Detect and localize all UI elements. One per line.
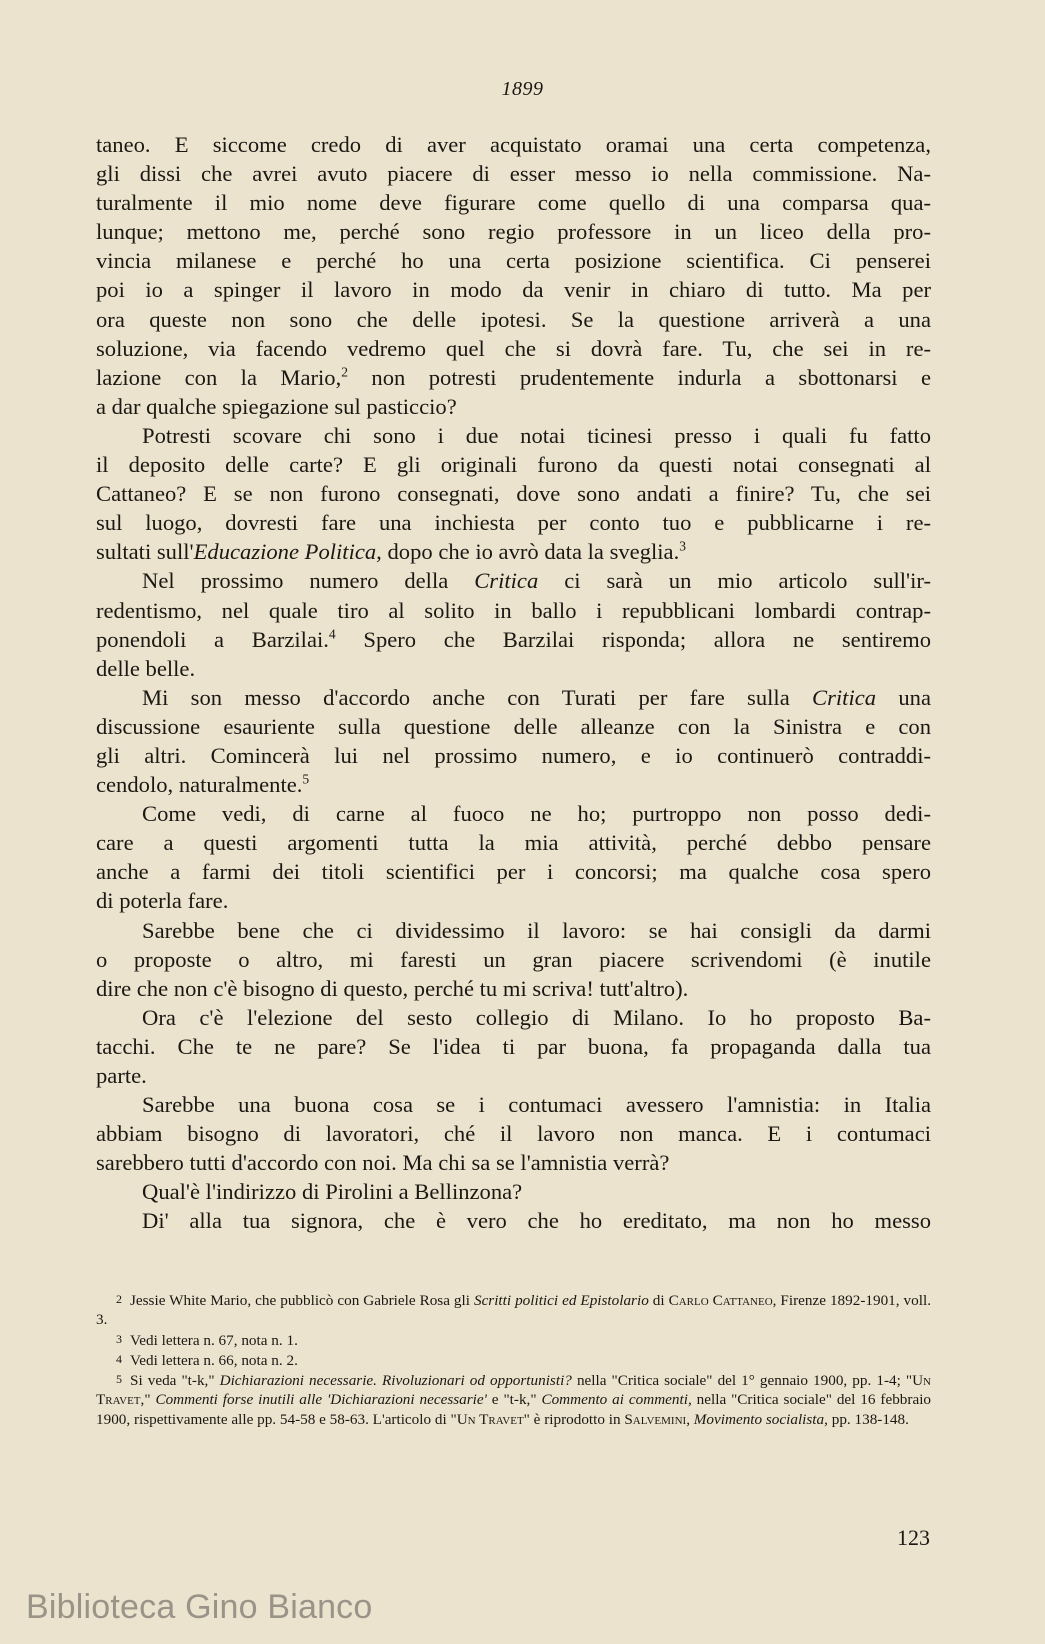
footnote-3: 3 Vedi lettera n. 67, nota n. 1. bbox=[116, 1331, 298, 1349]
text-line: redentismo, nel quale tiro al solito in ballo i repubblicani lombardi contrap- bbox=[96, 597, 931, 623]
footnote-4: 4 Vedi lettera n. 66, nota n. 2. bbox=[116, 1351, 298, 1369]
text-line: Sarebbe bene che ci dividessimo il lavoro: se hai consigli da darmi bbox=[142, 917, 931, 943]
paragraph-2 bbox=[96, 421, 931, 566]
text-line: tacchi. Che te ne pare? Se l'idea ti par buona, fa propaganda dalla tua bbox=[96, 1033, 931, 1059]
text-line: delle belle. bbox=[96, 655, 196, 681]
text-line: gli dissi che avrei avuto piacere di esser messo io nella commissione. Na- bbox=[96, 161, 931, 187]
text-line: Mi son messo d'accordo anche con Turati per fare sulla Critica una bbox=[142, 684, 931, 710]
text-line: discussione esauriente sulla questione delle alleanze con la Sinistra e con bbox=[96, 713, 931, 739]
footnote-ref: 2 bbox=[341, 364, 349, 380]
text-line: care a questi argomenti tutta la mia attività, perché debbo pensare bbox=[96, 830, 931, 856]
letter-body bbox=[96, 130, 931, 1236]
text-line: turalmente il mio nome deve figurare come quello di una comparsa qua- bbox=[96, 190, 931, 216]
text-line: lunque; mettono me, perché sono regio professore in un liceo della pro- bbox=[96, 219, 931, 245]
text-line: soluzione, via facendo vedremo quel che si dovrà fare. Tu, che sei in re- bbox=[96, 335, 931, 361]
text-line: Cattaneo? E se non furono consegnati, dove sono andati a finire? Tu, che sei bbox=[96, 481, 931, 507]
paragraph-8 bbox=[96, 1090, 931, 1177]
paragraph-7 bbox=[96, 1003, 931, 1090]
text-line: lazione con la Mario,$^2$ non potresti prudentemente indurla a sbottonarsi e bbox=[96, 364, 931, 390]
footnotes bbox=[96, 1290, 931, 1429]
text-line: gli altri. Comincerà lui nel prossimo numero, e io continuerò contraddi- bbox=[96, 742, 931, 768]
text-line: il deposito delle carte? E gli originali furono da questi notai consegnati al bbox=[96, 452, 931, 478]
text-line: o proposte o altro, mi faresti un gran piacere scrivendomi (è inutile bbox=[96, 946, 931, 972]
text-line: parte. bbox=[96, 1063, 147, 1088]
library-watermark: Biblioteca Gino Bianco bbox=[26, 1588, 373, 1626]
text-line: a dar qualche spiegazione sul pasticcio? bbox=[96, 393, 457, 419]
text-line: poi io a spinger il lavoro in modo da venir in chiaro di tutto. Ma per bbox=[96, 277, 931, 303]
paragraph-1 bbox=[96, 130, 931, 421]
paragraph-10 bbox=[96, 1206, 931, 1235]
text-line: Sarebbe una buona cosa se i contumaci avessero l'amnistia: in Italia bbox=[142, 1092, 931, 1118]
text-line: sul luogo, dovresti fare una inchiesta per conto tuo e pubblicarne i re- bbox=[96, 510, 931, 536]
text-line: Di' alla tua signora, che è vero che ho ereditato, ma non ho messo bbox=[142, 1208, 931, 1234]
footnote-2: 2 Jessie White Mario, che pubblicò con Gabriele Rosa gli Scritti politici ed Epistolario di Carlo Cattaneo, Firenze 1892-1901, voll. 3. bbox=[96, 1292, 931, 1329]
footnote-ref: 4 bbox=[328, 626, 336, 642]
text-line: vincia milanese e perché ho una certa posizione scientifica. Ci penserei bbox=[96, 248, 931, 274]
paragraph-5 bbox=[96, 799, 931, 915]
paragraph-4 bbox=[96, 683, 931, 799]
paragraph-6 bbox=[96, 916, 931, 1003]
text-line: Come vedi, di carne al fuoco ne ho; purtroppo non posso dedi- bbox=[142, 801, 931, 827]
footnote-ref: 3 bbox=[679, 538, 687, 554]
running-head: 1899 bbox=[501, 78, 544, 100]
text-line: Ora c'è l'elezione del sesto collegio di Milano. Io ho proposto Ba- bbox=[142, 1004, 931, 1030]
paragraph-9 bbox=[96, 1177, 931, 1206]
paragraph-3 bbox=[96, 566, 931, 682]
text-line: Potresti scovare chi sono i due notai ticinesi presso i quali fu fatto bbox=[142, 422, 931, 448]
page-number: 123 bbox=[897, 1525, 930, 1550]
text-line: ponendoli a Barzilai.$^4$ Spero che Barzilai risponda; allora ne sentiremo bbox=[96, 626, 931, 652]
text-line: cendolo, naturalmente.$^5$ bbox=[96, 771, 310, 798]
text-line: Qual'è l'indirizzo di Pirolini a Bellinzona? bbox=[142, 1179, 523, 1205]
text-line: dire che non c'è bisogno di questo, perché tu mi scriva! tutt'altro). bbox=[96, 975, 689, 1001]
text-line: Nel prossimo numero della Critica ci sarà un mio articolo sull'ir- bbox=[142, 568, 931, 594]
text-line: anche a farmi dei titoli scientifici per i concorsi; ma qualche cosa spero bbox=[96, 859, 931, 885]
text-line: sultati sull'Educazione Politica, dopo che io avrò data la sveglia.$^3$ bbox=[96, 538, 687, 565]
text-line: di poterla fare. bbox=[96, 888, 229, 914]
footnote-5: 5 Si veda "t-k," Dichiarazioni necessarie. Rivoluzionari od opportunisti? nella "Critica sociale" del 1° gennaio 1900, pp. 1-4; "Un Travet," Commenti forse inutili alle 'Dichiarazioni necessarie' e "t-k," Commento ai commenti, nella "Critica sociale" del 16 febbraio 1900, rispettivamente alle pp. 54-58 e 58-63. L'articolo di "Un Travet" è riprodotto in Salvemini, Movimento socialista, pp. 138-148. bbox=[96, 1372, 932, 1428]
footnote-ref: 5 bbox=[302, 771, 310, 787]
text-line: taneo. E siccome credo di aver acquistato oramai una certa competenza, bbox=[96, 132, 931, 157]
text-line: abbiam bisogno di lavoratori, ché il lavoro non manca. E i contumaci bbox=[96, 1121, 931, 1147]
text-line: ora queste non sono che delle ipotesi. Se la questione arriverà a una bbox=[96, 306, 931, 332]
text-line: sarebbero tutti d'accordo con noi. Ma chi sa se l'amnistia verrà? bbox=[96, 1150, 670, 1176]
